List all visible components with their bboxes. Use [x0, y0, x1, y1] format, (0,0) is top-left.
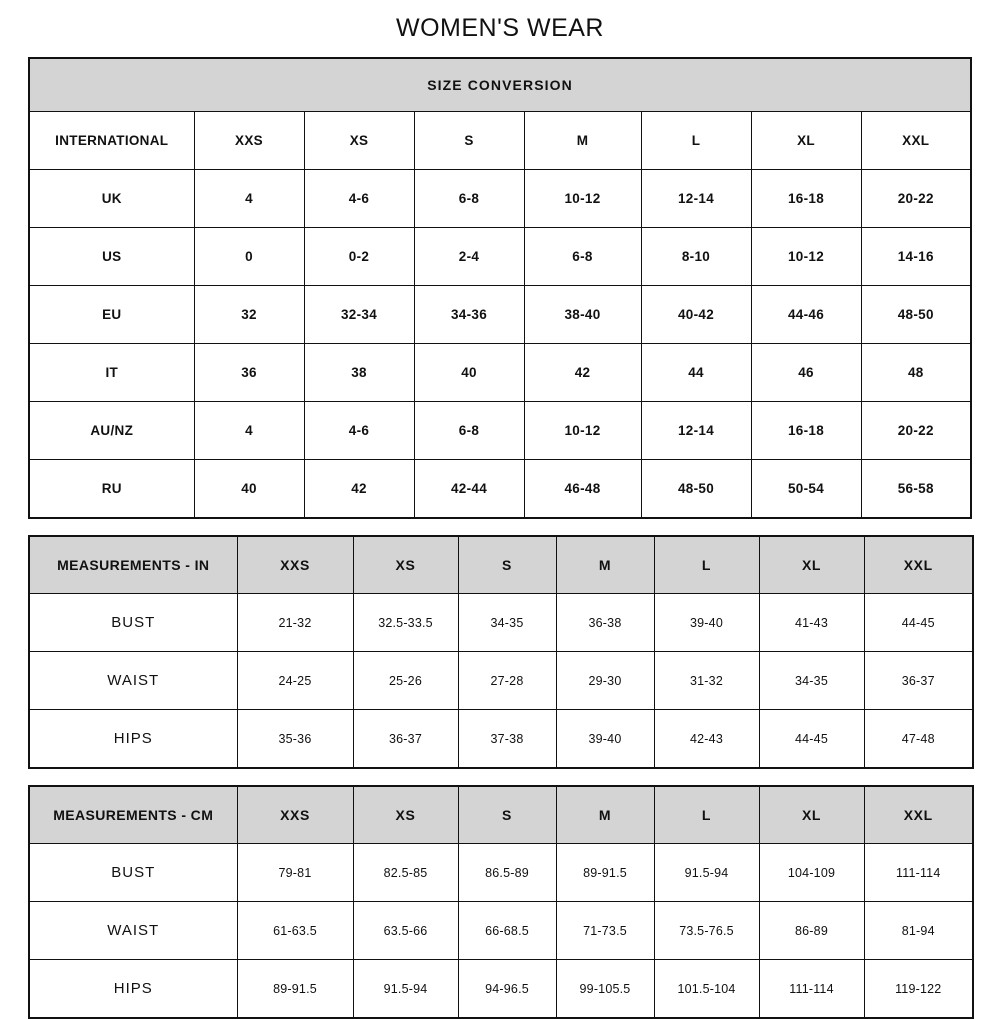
table-row	[29, 228, 971, 286]
table-row	[29, 594, 973, 652]
cell: 73.5-76.5	[654, 902, 759, 960]
cell: 32.5-33.5	[353, 594, 458, 652]
cell: 31-32	[654, 652, 759, 710]
cell: 39-40	[556, 710, 654, 769]
cell: 79-81	[237, 844, 353, 902]
cell: 42	[524, 344, 641, 402]
cell: 10-12	[524, 170, 641, 228]
cell: 36-37	[353, 710, 458, 769]
cell: 48-50	[861, 286, 971, 344]
cell: 47-48	[864, 710, 973, 769]
measurements-cm-header-xxs: XXS	[237, 786, 353, 844]
size-conversion-table	[28, 57, 972, 519]
cell: 38-40	[524, 286, 641, 344]
cell: 34-36	[414, 286, 524, 344]
cell: 38	[304, 344, 414, 402]
row-label: WAIST	[29, 902, 237, 960]
table-row	[29, 402, 971, 460]
measurements-in-header-row	[29, 536, 973, 594]
cell: 0-2	[304, 228, 414, 286]
table-row	[29, 286, 971, 344]
cell: 4	[194, 402, 304, 460]
cell: 86-89	[759, 902, 864, 960]
cell: 48-50	[641, 460, 751, 519]
row-label: IT	[29, 344, 194, 402]
conversion-header-s: S	[414, 112, 524, 170]
cell: 104-109	[759, 844, 864, 902]
measurements-in-title: MEASUREMENTS - IN	[29, 536, 237, 594]
conversion-header-l: L	[641, 112, 751, 170]
cell: 46	[751, 344, 861, 402]
measurements-cm-header-row	[29, 786, 973, 844]
measurements-cm-header-xs: XS	[353, 786, 458, 844]
measurements-inches-table	[28, 535, 974, 769]
cell: 44-45	[864, 594, 973, 652]
table-row	[29, 344, 971, 402]
measurements-in-header-xxs: XXS	[237, 536, 353, 594]
row-label: AU/NZ	[29, 402, 194, 460]
table-row	[29, 710, 973, 769]
cell: 66-68.5	[458, 902, 556, 960]
cell: 40	[194, 460, 304, 519]
measurements-in-header-xl: XL	[759, 536, 864, 594]
cell: 82.5-85	[353, 844, 458, 902]
size-conversion-banner: SIZE CONVERSION	[29, 58, 971, 112]
cell: 99-105.5	[556, 960, 654, 1019]
conversion-header-xxl: XXL	[861, 112, 971, 170]
cell: 44-45	[759, 710, 864, 769]
table-row	[29, 652, 973, 710]
cell: 89-91.5	[556, 844, 654, 902]
row-label: RU	[29, 460, 194, 519]
cell: 86.5-89	[458, 844, 556, 902]
cell: 63.5-66	[353, 902, 458, 960]
size-conversion-banner-row	[29, 58, 971, 112]
cell: 16-18	[751, 402, 861, 460]
cell: 94-96.5	[458, 960, 556, 1019]
row-label: HIPS	[29, 960, 237, 1019]
table-row	[29, 902, 973, 960]
cell: 44	[641, 344, 751, 402]
cell: 12-14	[641, 402, 751, 460]
cell: 36-37	[864, 652, 973, 710]
measurements-in-header-xxl: XXL	[864, 536, 973, 594]
conversion-header-xl: XL	[751, 112, 861, 170]
cell: 42-43	[654, 710, 759, 769]
cell: 42	[304, 460, 414, 519]
cell: 27-28	[458, 652, 556, 710]
table-row	[29, 960, 973, 1019]
cell: 4	[194, 170, 304, 228]
cell: 6-8	[414, 402, 524, 460]
row-label: US	[29, 228, 194, 286]
conversion-header-m: M	[524, 112, 641, 170]
cell: 20-22	[861, 170, 971, 228]
row-label: UK	[29, 170, 194, 228]
row-label: WAIST	[29, 652, 237, 710]
table-row	[29, 170, 971, 228]
measurements-cm-title: MEASUREMENTS - CM	[29, 786, 237, 844]
cell: 111-114	[864, 844, 973, 902]
cell: 10-12	[751, 228, 861, 286]
cell: 61-63.5	[237, 902, 353, 960]
conversion-header-international: INTERNATIONAL	[29, 112, 194, 170]
measurements-in-header-s: S	[458, 536, 556, 594]
cell: 56-58	[861, 460, 971, 519]
cell: 2-4	[414, 228, 524, 286]
cell: 14-16	[861, 228, 971, 286]
cell: 24-25	[237, 652, 353, 710]
row-label: EU	[29, 286, 194, 344]
cell: 32-34	[304, 286, 414, 344]
cell: 8-10	[641, 228, 751, 286]
measurements-in-header-xs: XS	[353, 536, 458, 594]
cell: 6-8	[524, 228, 641, 286]
cell: 4-6	[304, 402, 414, 460]
cell: 32	[194, 286, 304, 344]
cell: 21-32	[237, 594, 353, 652]
cell: 42-44	[414, 460, 524, 519]
cell: 37-38	[458, 710, 556, 769]
cell: 29-30	[556, 652, 654, 710]
cell: 44-46	[751, 286, 861, 344]
conversion-header-xxs: XXS	[194, 112, 304, 170]
cell: 6-8	[414, 170, 524, 228]
row-label: HIPS	[29, 710, 237, 769]
conversion-header-xs: XS	[304, 112, 414, 170]
measurements-cm-header-xl: XL	[759, 786, 864, 844]
cell: 48	[861, 344, 971, 402]
cell: 20-22	[861, 402, 971, 460]
cell: 119-122	[864, 960, 973, 1019]
cell: 111-114	[759, 960, 864, 1019]
cell: 0	[194, 228, 304, 286]
measurements-cm-table	[28, 785, 974, 1019]
measurements-cm-header-s: S	[458, 786, 556, 844]
cell: 71-73.5	[556, 902, 654, 960]
cell: 40	[414, 344, 524, 402]
cell: 41-43	[759, 594, 864, 652]
cell: 101.5-104	[654, 960, 759, 1019]
cell: 46-48	[524, 460, 641, 519]
cell: 36	[194, 344, 304, 402]
conversion-header-row	[29, 112, 971, 170]
row-label: BUST	[29, 594, 237, 652]
cell: 50-54	[751, 460, 861, 519]
cell: 4-6	[304, 170, 414, 228]
table-row	[29, 460, 971, 519]
measurements-cm-header-m: M	[556, 786, 654, 844]
table-row	[29, 844, 973, 902]
cell: 91.5-94	[654, 844, 759, 902]
row-label: BUST	[29, 844, 237, 902]
measurements-cm-header-l: L	[654, 786, 759, 844]
measurements-in-header-m: M	[556, 536, 654, 594]
measurements-in-header-l: L	[654, 536, 759, 594]
cell: 40-42	[641, 286, 751, 344]
cell: 91.5-94	[353, 960, 458, 1019]
cell: 34-35	[759, 652, 864, 710]
cell: 36-38	[556, 594, 654, 652]
cell: 34-35	[458, 594, 556, 652]
cell: 39-40	[654, 594, 759, 652]
cell: 16-18	[751, 170, 861, 228]
cell: 12-14	[641, 170, 751, 228]
cell: 25-26	[353, 652, 458, 710]
cell: 89-91.5	[237, 960, 353, 1019]
page-title: WOMEN'S WEAR	[396, 14, 604, 42]
cell: 81-94	[864, 902, 973, 960]
cell: 35-36	[237, 710, 353, 769]
cell: 10-12	[524, 402, 641, 460]
measurements-cm-header-xxl: XXL	[864, 786, 973, 844]
